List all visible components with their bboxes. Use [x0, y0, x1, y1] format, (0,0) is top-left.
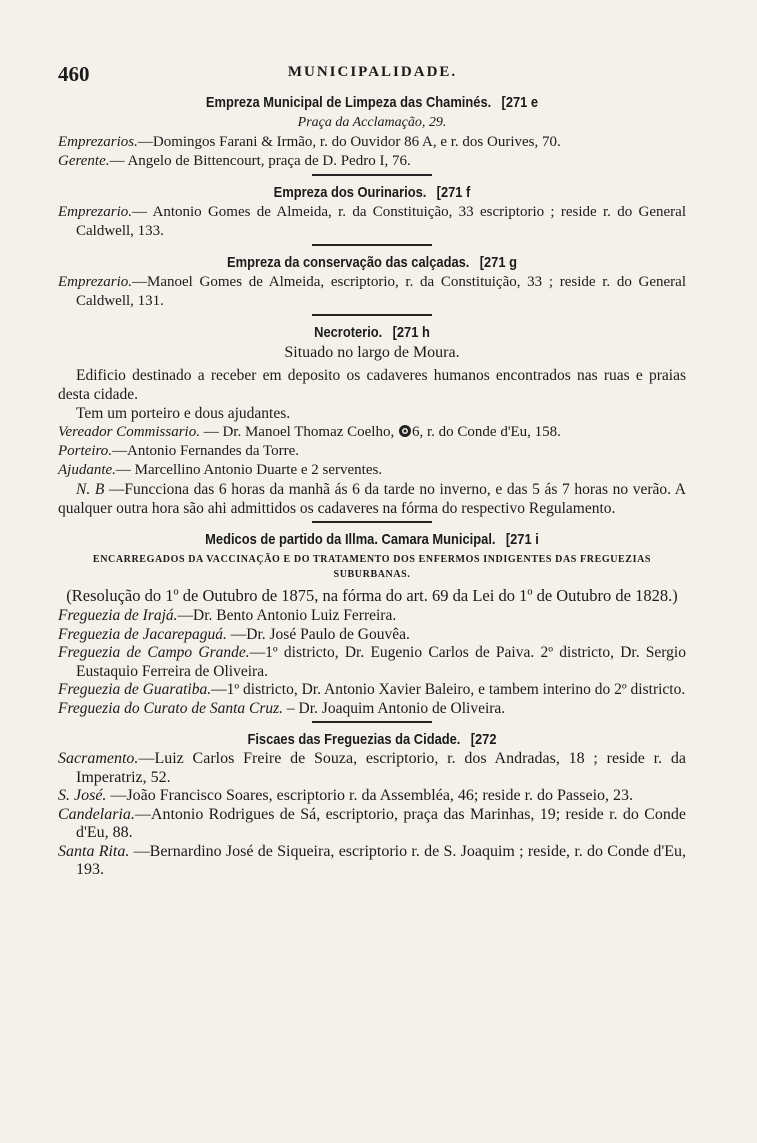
section-title-text: Empreza Municipal de Limpeza das Chaminés.	[205, 94, 492, 111]
section-reference: [271 f	[436, 184, 471, 201]
parish-text: – Dr. Joaquim Antonio de Oliveira.	[283, 699, 506, 717]
section-title-text: Medicos de partido da Illma. Camara Municipal.	[205, 531, 496, 548]
list-item	[58, 787, 686, 806]
entry-label: Emprezario.	[58, 204, 133, 220]
section-chimney-cleaning	[58, 92, 686, 176]
entry-line	[58, 423, 686, 442]
parish-label: Candelaria.	[58, 805, 135, 823]
section-divider	[312, 521, 432, 523]
parish-label: Freguezia de Irajá.	[58, 607, 178, 624]
entry-text: — Dr. Manoel Thomaz Coelho,	[199, 424, 395, 440]
parish-label: Freguezia do Curato de Santa Cruz.	[58, 699, 284, 717]
seal-icon	[398, 424, 412, 438]
parish-text: —Luiz Carlos Freire de Souza, escriptorio, r. dos Andradas, 18 ; reside r. da Imperatriz, 52.	[76, 750, 686, 786]
entry-text: —Domingos Farani & Irmão, r. do Ouvidor 86 A, e r. dos Ourives, 70.	[137, 134, 561, 150]
entry-label: Emprezarios.	[58, 134, 138, 150]
list-item	[58, 626, 686, 645]
section-title	[102, 182, 642, 203]
doctors-list	[58, 607, 686, 718]
parish-text: —Antonio Rodrigues de Sá, escriptorio, praça das Marinhas, 19; reside r. do Conde d'Eu, 88.	[76, 805, 686, 841]
entry-text: — Angelo de Bittencourt, praça de D. Pedro I, 76.	[109, 153, 411, 169]
page-content	[58, 92, 686, 880]
note-label: N. B	[76, 481, 105, 498]
section-title	[102, 729, 642, 750]
section-title	[102, 92, 642, 113]
section-reference: [271 h	[392, 324, 430, 341]
parish-label: Freguezia de Guaratiba.	[58, 681, 212, 698]
section-title-text: Fiscaes das Freguezias da Cidade.	[247, 731, 461, 748]
section-reference: [271 g	[479, 254, 517, 271]
section-municipal-doctors	[58, 529, 686, 723]
entry-line	[58, 152, 686, 171]
entry-label: Vereador Commissario.	[58, 424, 200, 440]
entry-text: —Manoel Gomes de Almeida, escriptorio, r. da Constituição, 33 ; reside r. do General Caldwell, 131.	[76, 274, 686, 309]
parish-text: —Dr. José Paulo de Gouvêa.	[226, 625, 410, 643]
page-header	[58, 62, 687, 86]
list-item	[58, 607, 686, 626]
entry-text: —Antonio Fernandes da Torre.	[112, 443, 299, 459]
section-title-text: Necroterio.	[314, 324, 383, 341]
entry-line	[58, 133, 686, 152]
entry-label: Emprezario.	[58, 274, 133, 290]
note-text: —Funcciona das 6 horas da manhã ás 6 da tarde no inverno, e das 5 ás 7 horas no verão. A qualquer outra hora são ahi admittidos os cadaveres na fórma do respectivo Regulamento.	[58, 481, 686, 517]
list-item	[58, 750, 686, 787]
section-title-text: Empreza dos Ourinarios.	[273, 184, 427, 201]
parish-label: Freguezia de Jacarepaguá.	[58, 625, 227, 643]
resolution-note: (Resolução do 1º de Outubro de 1875, na fórma do art. 69 da Lei do 1º de Outubro de 1828.)	[66, 586, 678, 605]
paragraph: Edificio destinado a receber em deposito os cadaveres humanos encontrados nas ruas e praias desta cidade.	[58, 367, 686, 403]
list-item	[58, 843, 686, 880]
section-divider	[312, 174, 432, 176]
section-title-text: Empreza da conservação das calçadas.	[227, 254, 470, 271]
section-parish-inspectors	[58, 729, 686, 880]
parish-text: —1º districto, Dr. Antonio Xavier Baleiro, e tambem interino do 2º districto.	[211, 681, 686, 698]
list-item	[58, 644, 686, 681]
entry-label: Porteiro.	[58, 443, 113, 459]
parish-label: Sacramento.	[58, 750, 139, 767]
section-sidewalks	[58, 252, 686, 316]
entry-line	[58, 203, 686, 241]
section-morgue	[58, 322, 686, 523]
running-head: MUNICIPALIDADE.	[287, 64, 458, 80]
entry-line	[58, 442, 686, 461]
section-divider	[312, 314, 432, 316]
parish-label: Freguezia de Campo Grande.	[58, 644, 250, 661]
list-item	[58, 681, 686, 700]
section-reference: [271 e	[501, 94, 539, 111]
section-title	[102, 322, 642, 343]
entry-text: — Antonio Gomes de Almeida, r. da Constituição, 33 escriptorio ; reside r. do General Caldwell, 133.	[76, 204, 686, 239]
section-location: Situado no largo de Moura.	[284, 344, 460, 361]
entry-label: Gerente.	[58, 153, 110, 169]
entry-line	[58, 273, 686, 311]
page-number: 460	[58, 62, 90, 86]
entry-text: 6, r. do Conde d'Eu, 158.	[411, 424, 561, 440]
list-item	[58, 700, 686, 719]
section-divider	[312, 244, 432, 246]
entry-label: Ajudante.	[58, 462, 116, 478]
section-urinals	[58, 182, 686, 246]
note-paragraph	[58, 480, 686, 518]
parish-text: —1º districto, Dr. Eugenio Carlos de Paiva. 2º districto, Dr. Sergio Eustaquio Ferreira de Oliveira.	[76, 644, 686, 680]
section-subtitle: ENCARREGADOS DA VACCINAÇÃO E DO TRATAMENTO DOS ENFERMOS INDIGENTES DAS FREGUEZIAS SUBURBANAS.	[92, 554, 652, 580]
parish-label: Santa Rita.	[58, 842, 130, 860]
section-title	[102, 252, 642, 273]
parish-label: S. José.	[58, 787, 107, 804]
parish-text: —Bernardino José de Siqueira, escriptorio r. de S. Joaquim ; reside, r. do Conde d'Eu, 193.	[76, 842, 687, 878]
paragraph: Tem um porteiro e dous ajudantes.	[76, 405, 291, 422]
section-title	[102, 529, 642, 550]
section-divider	[312, 721, 432, 723]
parish-text: —Dr. Bento Antonio Luiz Ferreira.	[177, 607, 397, 624]
section-reference: [272	[470, 731, 497, 748]
list-item	[58, 806, 686, 843]
entry-line	[58, 461, 686, 480]
entry-text: — Marcellino Antonio Duarte e 2 serventes.	[115, 462, 383, 478]
parish-text: —João Francisco Soares, escriptorio r. da Assembléa, 46; reside r. do Passeio, 23.	[106, 787, 634, 804]
section-location: Praça da Acclamação, 29.	[297, 115, 447, 130]
section-reference: [271 i	[505, 531, 539, 548]
